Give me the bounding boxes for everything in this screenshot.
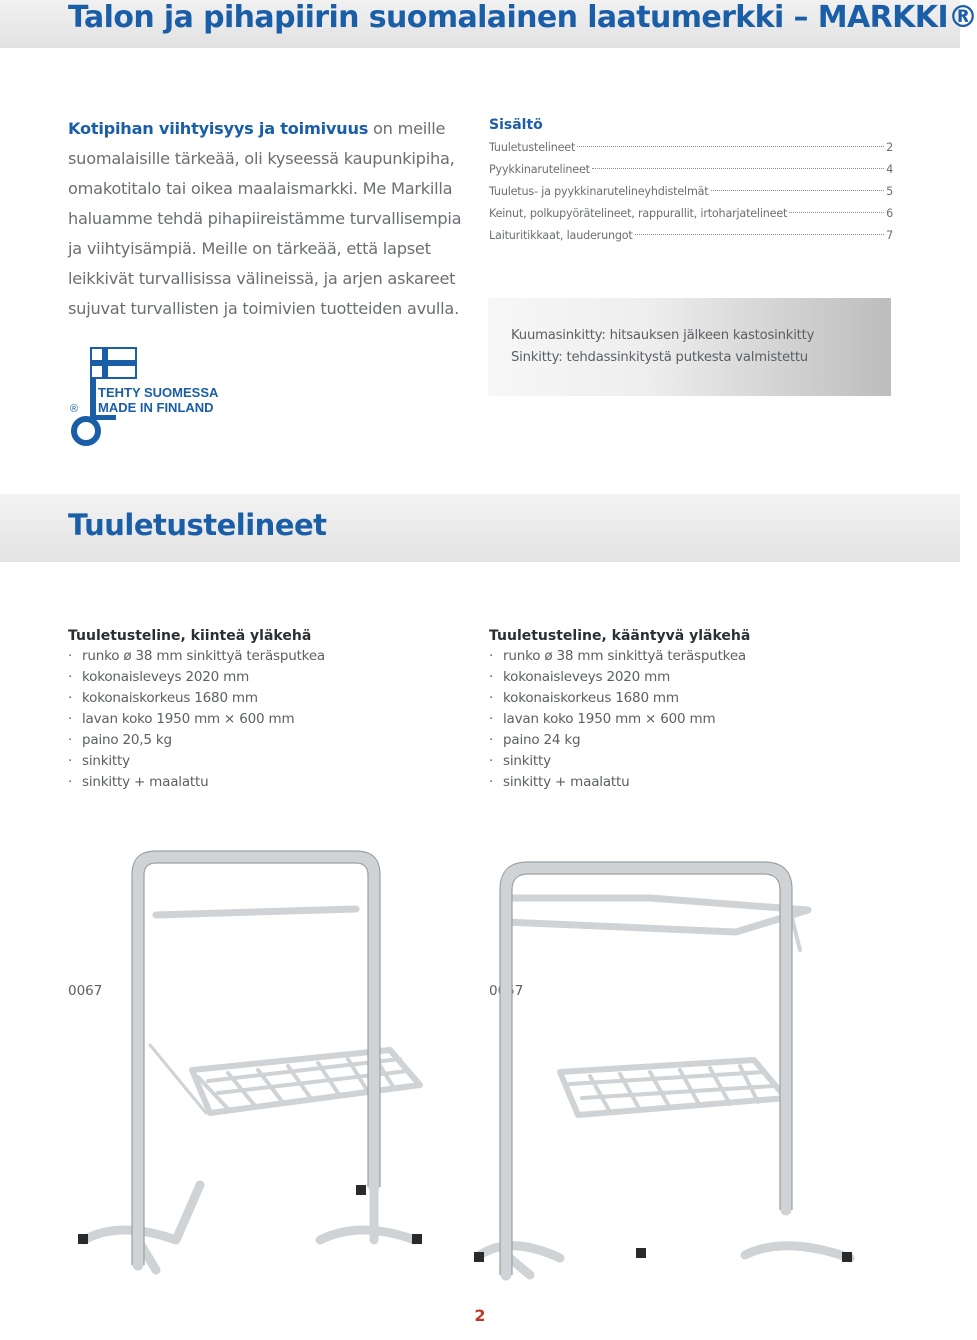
spec-text: runko ø 38 mm sinkittyä teräsputkea <box>82 648 326 664</box>
spec-item: · sinkitty <box>489 753 551 769</box>
spec-item: · runko ø 38 mm sinkittyä teräsputkea <box>68 648 326 664</box>
toc-item <box>489 225 893 247</box>
toc-item <box>489 137 893 159</box>
spec-text: kokonaiskorkeus 1680 mm <box>82 690 258 706</box>
spec-text: sinkitty + maalattu <box>82 774 209 790</box>
section-band <box>0 494 960 562</box>
spec-text: lavan koko 1950 mm × 600 mm <box>503 711 716 727</box>
toc-item-page: 6 <box>886 207 893 220</box>
spec-item: · paino 24 kg <box>489 732 581 748</box>
spec-list <box>68 646 448 793</box>
page-title: Talon ja pihapiirin suomalainen laatumerkki – MARKKI® <box>68 0 977 35</box>
swivel-frame-rack-image <box>470 850 890 1290</box>
logo-line-2: MADE IN FINLAND <box>98 400 214 415</box>
fixed-frame-rack-image <box>60 845 440 1290</box>
spec-text: sinkitty <box>503 753 551 769</box>
toc-leader-dots <box>635 234 884 235</box>
finnish-flag-icon <box>90 347 137 379</box>
spec-list <box>489 646 869 793</box>
product-swivel-frame <box>489 628 869 793</box>
toc-item-page: 7 <box>886 229 893 242</box>
spec-item: · sinkitty + maalattu <box>68 774 209 790</box>
finish-line-1: Kuumasinkitty: hitsauksen jälkeen kastosinkitty <box>511 328 815 343</box>
intro-bold: Kotipihan viihtyisyys ja toimivuus <box>68 119 369 138</box>
header-bar <box>0 0 977 48</box>
toc-leader-dots <box>577 146 884 147</box>
spec-item: · runko ø 38 mm sinkittyä teräsputkea <box>489 648 747 664</box>
spec-item: · kokonaiskorkeus 1680 mm <box>68 690 258 706</box>
spec-item: · lavan koko 1950 mm × 600 mm <box>68 711 295 727</box>
spec-text: lavan koko 1950 mm × 600 mm <box>82 711 295 727</box>
toc-item-label: Keinut, polkupyörätelineet, rappurallit, irtoharjatelineet <box>489 207 788 220</box>
toc-item-label: Tuuletustelineet <box>489 141 576 154</box>
spec-text: runko ø 38 mm sinkittyä teräsputkea <box>503 648 747 664</box>
spec-item: · sinkitty <box>68 753 130 769</box>
registered-mark: ® <box>70 403 79 415</box>
intro-text: on meille suomalaisille tärkeää, oli kyseessä kaupunkipiha, omakotitalo tai oikea maalaismarkki. Me Markilla haluamme tehdä pihapiireistämme turvallisempia ja viihtyisämpiä. Meille on tärkeää, että lapset leikkivät turvallisissa välineissä, ja arjen askareet sujuvat turvallisten ja toimivien tuotteiden avulla. <box>68 119 462 318</box>
toc-leader-dots <box>592 168 884 169</box>
toc-item <box>489 159 893 181</box>
spec-item: · kokonaiskorkeus 1680 mm <box>489 690 679 706</box>
spec-item: · kokonaisleveys 2020 mm <box>68 669 250 685</box>
toc-item-page: 5 <box>886 185 893 198</box>
product-title: Tuuletusteline, kiinteä yläkehä <box>68 628 312 644</box>
page-number: 2 <box>474 1306 486 1325</box>
spec-item: · paino 20,5 kg <box>68 732 172 748</box>
toc-item-label: Tuuletus- ja pyykkinarutelineyhdistelmät <box>489 185 709 198</box>
finish-line-2: Sinkitty: tehdassinkitystä putkesta valmistettu <box>511 350 808 365</box>
spec-text: paino 24 kg <box>503 732 581 748</box>
toc-item-page: 4 <box>886 163 893 176</box>
section-title: Tuuletustelineet <box>68 508 327 542</box>
spec-text: paino 20,5 kg <box>82 732 172 748</box>
product-code: 0057 <box>489 983 524 999</box>
spec-text: kokonaisleveys 2020 mm <box>82 669 250 685</box>
spec-text: sinkitty + maalattu <box>503 774 630 790</box>
toc-item <box>489 203 893 225</box>
spec-text: sinkitty <box>82 753 130 769</box>
spec-text: kokonaisleveys 2020 mm <box>503 669 671 685</box>
toc-item <box>489 181 893 203</box>
toc-item-label: Pyykkinarutelineet <box>489 163 590 176</box>
spec-item: · lavan koko 1950 mm × 600 mm <box>489 711 716 727</box>
spec-item: · kokonaisleveys 2020 mm <box>489 669 671 685</box>
product-code: 0067 <box>68 983 103 999</box>
toc-item-label: Laituritikkaat, lauderungot <box>489 229 633 242</box>
product-title: Tuuletusteline, kääntyvä yläkehä <box>489 628 751 644</box>
toc-leader-dots <box>789 212 884 213</box>
intro-paragraph <box>68 114 468 324</box>
toc-title: Sisältö <box>489 117 543 133</box>
finish-info-box <box>488 298 891 396</box>
product-fixed-frame <box>68 628 448 793</box>
logo-line-1: TEHTY SUOMESSA <box>98 385 219 400</box>
spec-item: · sinkitty + maalattu <box>489 774 630 790</box>
spec-text: kokonaiskorkeus 1680 mm <box>503 690 679 706</box>
key-flag-logo <box>66 345 219 445</box>
toc-leader-dots <box>711 190 885 191</box>
table-of-contents <box>489 117 893 247</box>
toc-item-page: 2 <box>886 141 893 154</box>
